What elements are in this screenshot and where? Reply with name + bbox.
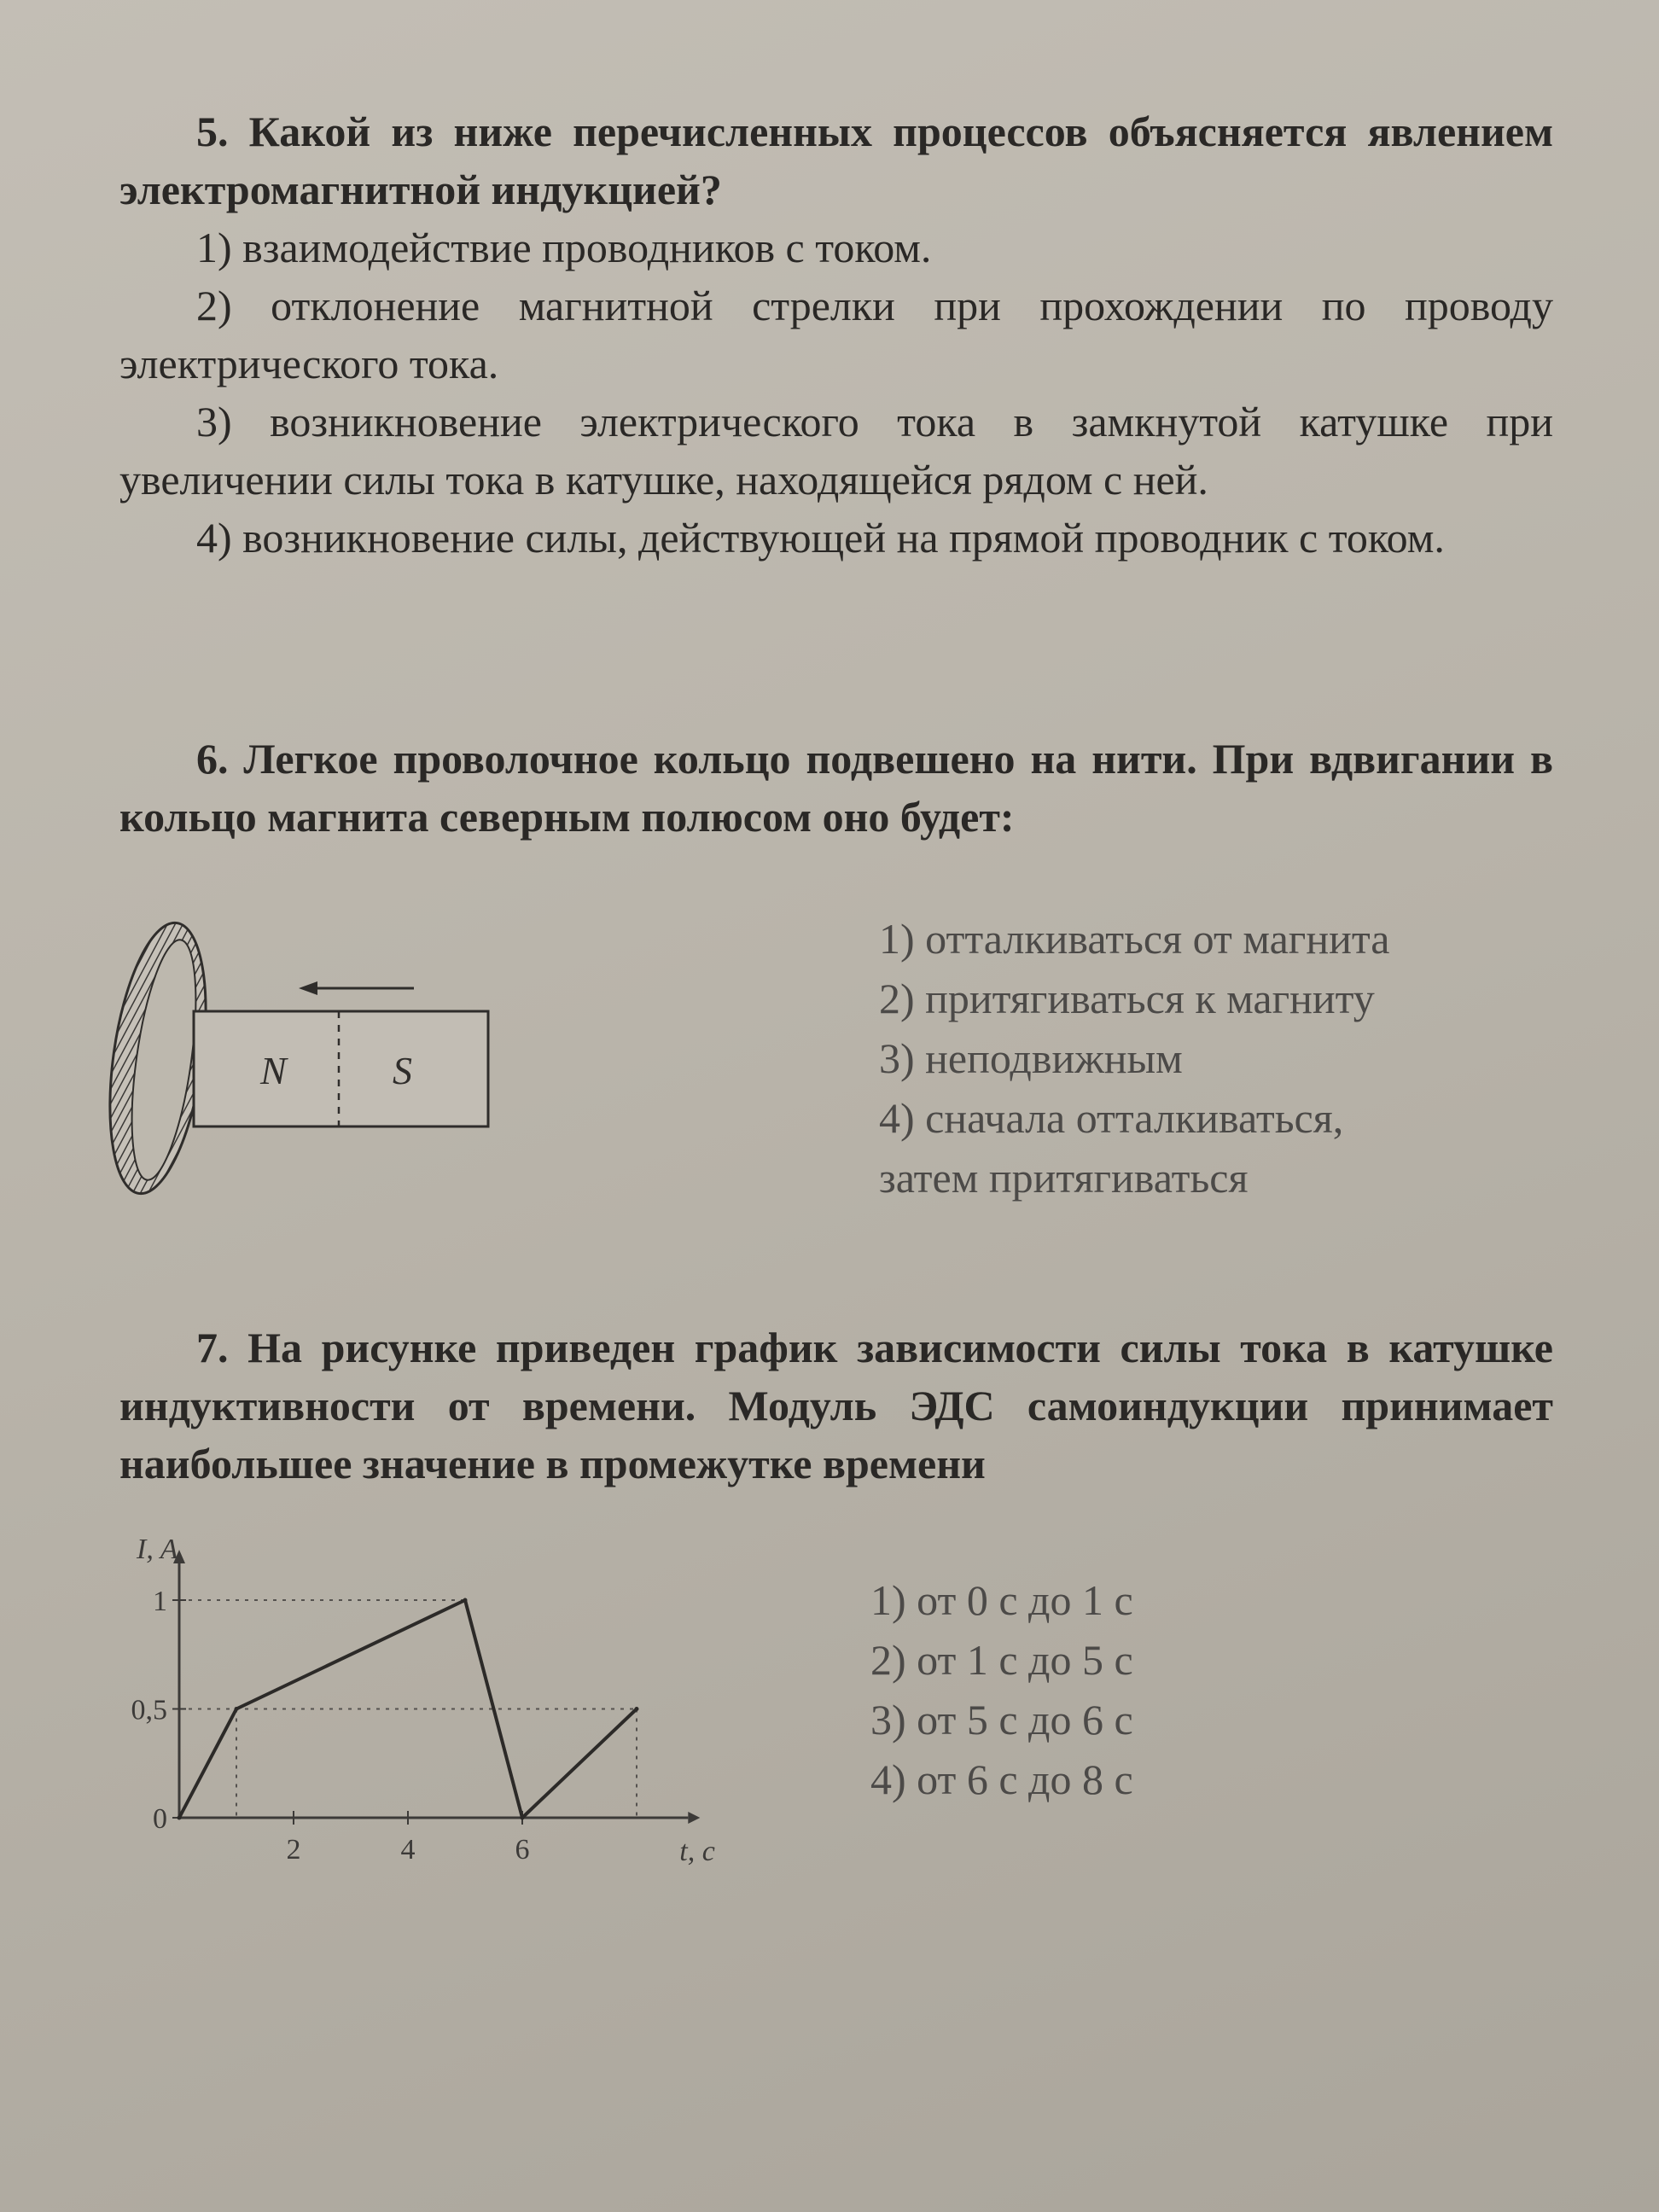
x-axis-arrow xyxy=(688,1812,700,1824)
x-tick-label: 6 xyxy=(515,1834,530,1866)
question-7-option-4: 4) от 6 с до 8 с xyxy=(870,1755,1133,1803)
question-7-option-1: 1) от 0 с до 1 с xyxy=(870,1576,1133,1624)
question-7-title: 7. На рисунке приведен график зависимости силы тока в катушке индуктивности от времени. Модуль ЭДС самоиндукции принимает наибольшее значение в промежутке времени xyxy=(119,1324,1553,1487)
data-point xyxy=(235,1707,239,1711)
question-6-option-2: 2) притягиваться к магниту xyxy=(879,975,1375,1022)
question-6-options xyxy=(879,909,1390,1208)
question-5-option-1: 1) взаимодействие проводников с током. xyxy=(196,224,932,271)
question-6 xyxy=(119,730,1553,846)
question-5-title: 5. Какой из ниже перечисленных процессов объясняется явлением электромагнитной индукцией? xyxy=(119,108,1553,213)
question-5-option-3: 3) возникновение электрического тока в замкнутой катушке при увеличении силы тока в катушке, находящейся рядом с ней. xyxy=(119,398,1553,504)
question-7-options xyxy=(870,1570,1133,1809)
x-tick-label: 4 xyxy=(400,1834,416,1866)
magnet-north-label: N xyxy=(260,1049,287,1092)
y-tick-label: 0 xyxy=(153,1803,167,1835)
data-point xyxy=(635,1707,639,1711)
question-6-title: 6. Легкое проволочное кольцо подвешено на нити. При вдвигании в кольцо магнита северным полюсом оно будет: xyxy=(119,735,1553,841)
y-axis-label: I, A xyxy=(137,1534,178,1565)
question-6-option-4: 4) сначала отталкиваться, xyxy=(879,1094,1344,1142)
current-time-chart xyxy=(102,1519,717,1895)
question-5 xyxy=(119,102,1553,567)
question-5-option-2: 2) отклонение магнитной стрелки при прохождении по проводу электрического тока. xyxy=(119,282,1553,387)
data-point xyxy=(178,1816,182,1820)
magnet-south-label: S xyxy=(393,1049,412,1092)
question-5-option-4: 4) возникновение силы, действующей на прямой проводник с током. xyxy=(196,514,1445,562)
data-point xyxy=(463,1598,468,1603)
question-7-option-2: 2) от 1 с до 5 с xyxy=(870,1636,1133,1684)
question-7 xyxy=(119,1318,1553,1493)
x-axis-label: t, c xyxy=(679,1836,715,1867)
x-tick-label: 2 xyxy=(286,1834,301,1866)
question-7-option-3: 3) от 5 с до 6 с xyxy=(870,1696,1133,1743)
question-6-option-4-continued: затем притягиваться xyxy=(879,1154,1249,1202)
question-6-option-1: 1) отталкиваться от магнита xyxy=(879,915,1390,963)
magnet xyxy=(194,1011,488,1126)
question-6-option-3: 3) неподвижным xyxy=(879,1034,1183,1082)
motion-arrow xyxy=(299,981,414,995)
ring-magnet-figure xyxy=(94,913,504,1203)
data-point xyxy=(521,1816,525,1820)
y-tick-label: 1 xyxy=(153,1586,167,1617)
y-tick-label: 0,5 xyxy=(131,1694,167,1726)
